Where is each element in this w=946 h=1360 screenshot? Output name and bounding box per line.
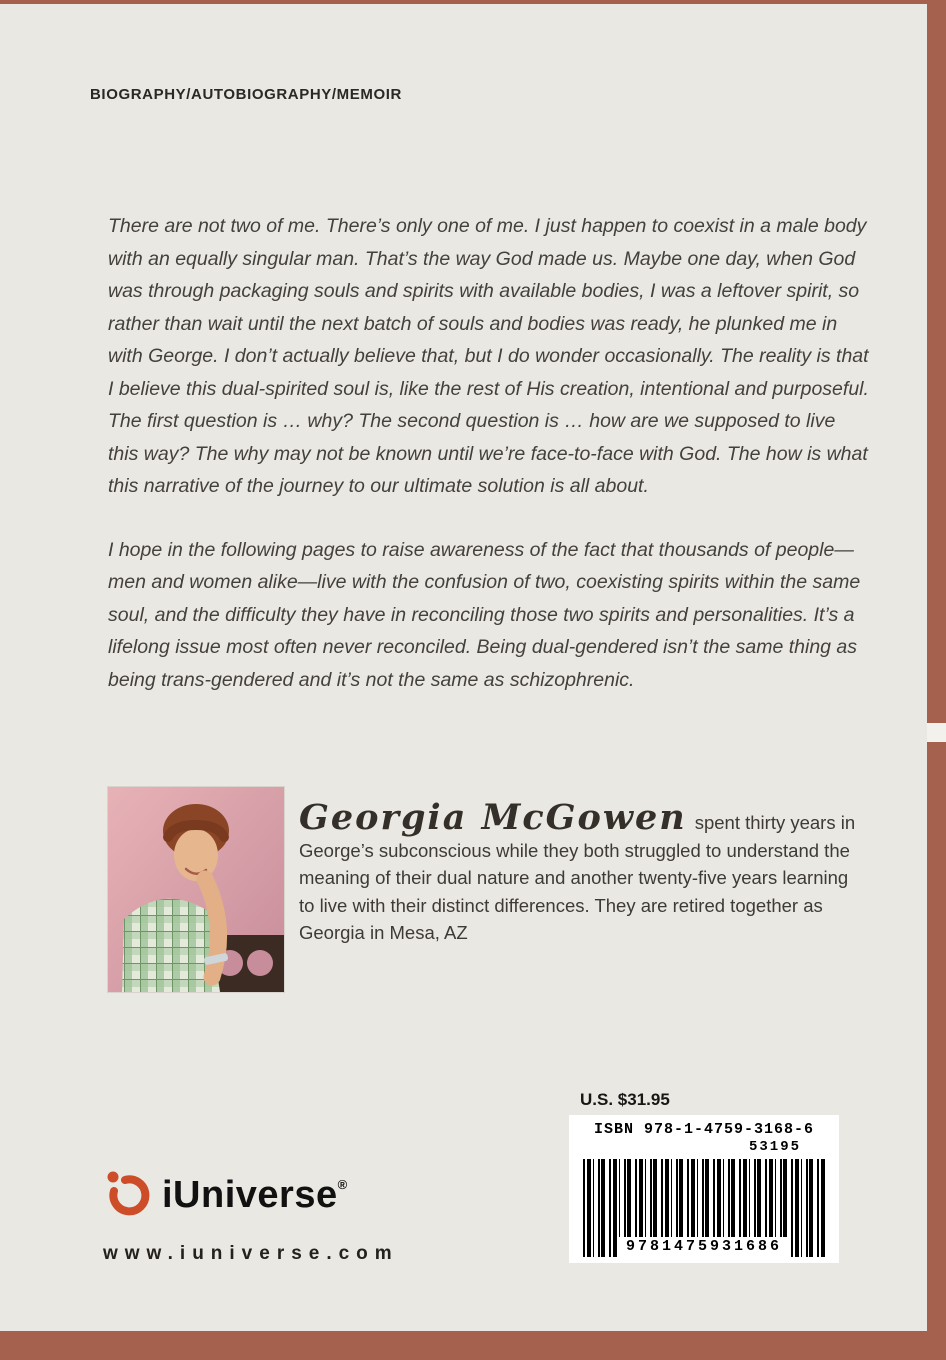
strip-notch [927,723,946,742]
author-photo-illustration [108,787,284,992]
blurb-paragraph-1: There are not two of me. There’s only one of me. I just happen to coexist in a male body with an equally singular man. That’s the way God made us. Maybe one day, when God was through packaging souls and spirits with available bodies, I was a leftover spirit, so rather than wait until the next batch of souls and bodies was ready, he plunked me in with George. I don’t actually believe that, but I do wonder occasionally. The reality is that I believe this dual-spirited soul is, like the rest of His creation, intentional and purposeful. The first question is … why? The second question is … how are we supposed to live this way? The why may not be known until we’re face-to-face with God. The how is what this narrative of the journey to our ultimate solution is all about. [108,215,869,497]
author-photo [108,787,284,992]
price-label: U.S. $31.95 [580,1090,670,1109]
bottom-accent-strip [0,1331,946,1360]
top-edge-strip [0,0,946,4]
publisher-url: www.iuniverse.com [103,1243,399,1264]
category-label: BIOGRAPHY/AUTOBIOGRAPHY/MEMOIR [90,86,402,103]
publisher-block [100,1166,348,1224]
author-name: Georgia McGowen [299,797,687,838]
author-bio-text: spent thirty years in George’s subconscious while they both struggled to understand the meaning of their dual nature and another twenty-five years learning to live with their distinct differences. They are retired together as Georgia in Mesa, AZ [299,812,856,943]
back-cover-blurb [108,210,870,727]
right-accent-strip [927,0,946,1360]
barcode-box [569,1115,839,1263]
publisher-name-text: iUniverse [162,1173,338,1216]
iuniverse-logo-icon [100,1167,152,1223]
barcode-price-code: 53195 [748,1139,801,1155]
registered-mark: ® [337,1176,348,1192]
barcode-number: 9781475931686 [617,1237,791,1257]
publisher-name [162,1174,348,1217]
isbn-text: ISBN 978-1-4759-3168-6 [593,1121,815,1138]
barcode-bars [583,1159,825,1257]
author-bio [299,797,867,947]
blurb-paragraph-2: I hope in the following pages to raise awareness of the fact that thousands of people—men and women alike—live with the confusion of two, coexisting spirits within the same soul, and the difficulty they have in reconciling those two spirits and personalities. It’s a lifelong issue most often never reconciled. Being dual-gendered isn’t the same thing as being trans-gendered and it’s not the same as schizophrenic. [108,538,861,691]
